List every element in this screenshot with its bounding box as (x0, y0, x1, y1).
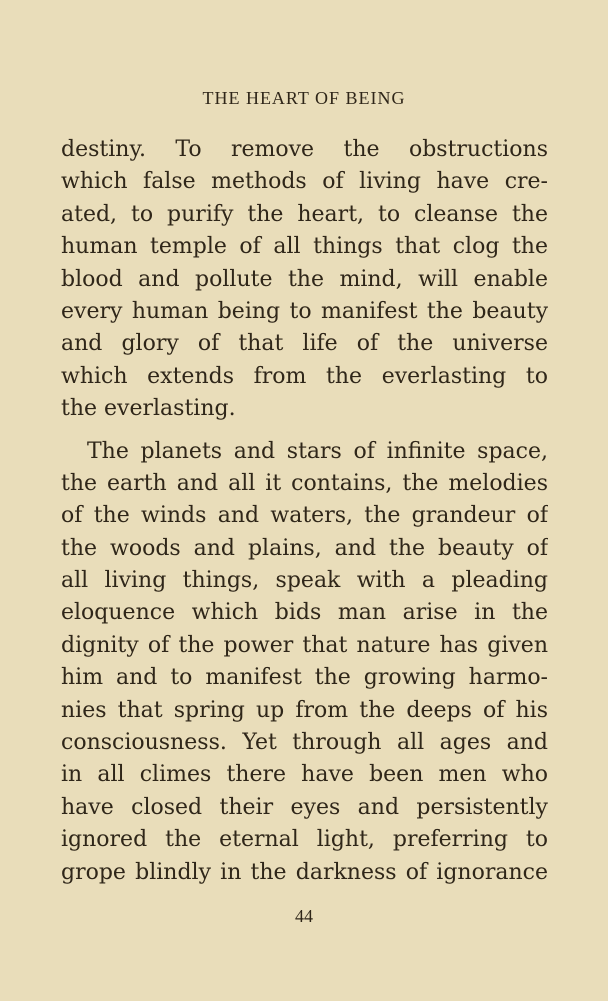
text-line: grope blindly in the darkness of ignorance (61, 859, 548, 885)
paragraph (61, 134, 548, 426)
text-line: in all climes there have been men who (61, 762, 548, 788)
text-line: nies that spring up from the deeps of his (61, 697, 548, 723)
page-number: 44 (295, 906, 313, 926)
text-line: The planets and stars of infinite space, (87, 438, 548, 464)
text-line: and glory of that life of the universe (61, 331, 548, 357)
text-line: of the winds and waters, the grandeur of (61, 503, 548, 529)
text-line: ignored the eternal light, preferring to (61, 827, 548, 853)
text-line: which false methods of living have cre- (61, 169, 548, 195)
text-line: the everlasting. (61, 396, 236, 422)
text-line: which extends from the everlasting to (61, 363, 548, 389)
text-line: the earth and all it contains, the melodies (61, 470, 548, 496)
text-line: human temple of all things that clog the (61, 234, 548, 260)
text-line: every human being to manifest the beauty (61, 298, 548, 324)
text-line: him and to manifest the growing harmo- (61, 665, 548, 691)
text-line: have closed their eyes and persistently (61, 794, 548, 820)
text-line: ated, to purify the heart, to cleanse the (61, 201, 548, 227)
text-line: eloquence which bids man arise in the (61, 600, 548, 626)
running-header: THE HEART OF BEING (202, 88, 406, 108)
text-line: consciousness. Yet through all ages and (61, 730, 548, 756)
page-body (61, 134, 548, 889)
text-line: dignity of the power that nature has given (61, 632, 548, 658)
text-line: destiny. To remove the obstructions (61, 137, 548, 162)
text-line: all living things, speak with a pleading (61, 568, 548, 594)
text-line: blood and pollute the mind, will enable (61, 266, 548, 292)
paragraph (61, 436, 548, 889)
text-line: the woods and plains, and the beauty of (61, 535, 548, 561)
